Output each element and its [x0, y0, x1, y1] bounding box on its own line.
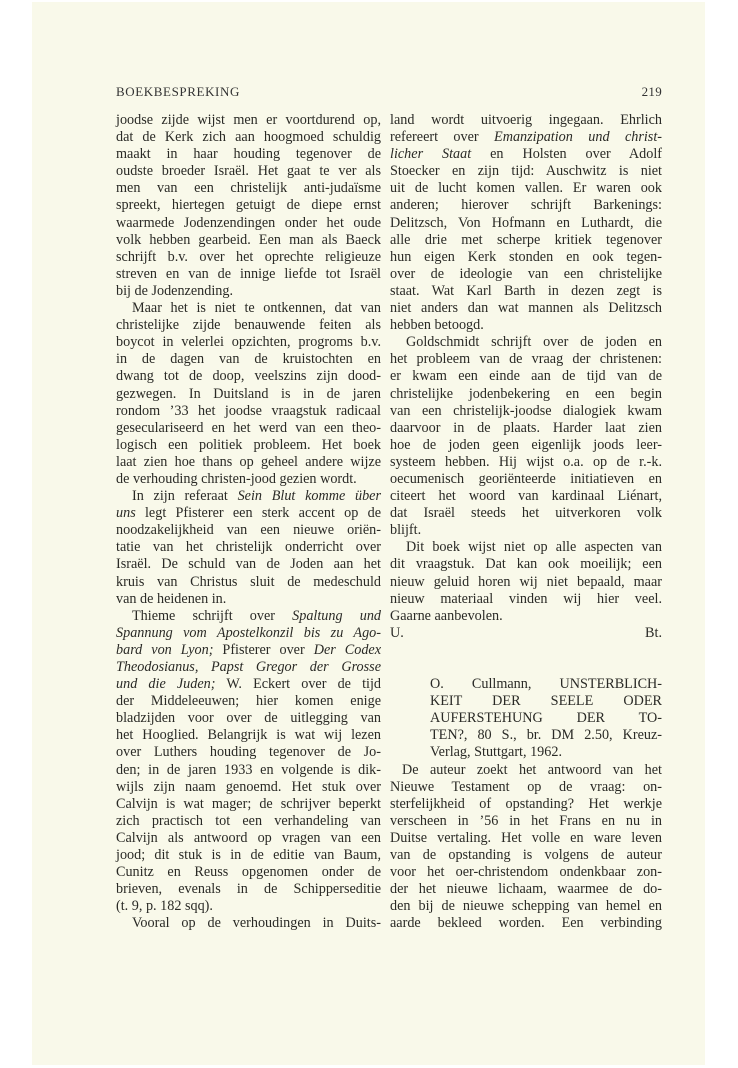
book-citation [390, 676, 662, 761]
text-line: anderen; hierover schrijft Barkenings: [390, 197, 662, 214]
text-line: bladzijden voor over de uitlegging van [116, 710, 381, 727]
text-line: De auteur zoekt het antwoord van het [402, 761, 662, 778]
text-line: In zijn referaat Sein Blut komme über [132, 488, 381, 505]
text-line: over de ideologie van een christelijke [390, 265, 662, 282]
text-line: logisch een politiek probleem. Het boek [116, 436, 381, 453]
paragraph [390, 762, 662, 933]
italic-title: Der Codex [313, 641, 382, 658]
text-line: nieuw materiaal vinden wij hier veel. [390, 590, 662, 607]
text-line: rondom ’33 het joodse vraagstuk radicaal [116, 402, 381, 419]
text-line: systeem hebben. Hij wijst o.a. op de r.-k. [390, 453, 662, 470]
text-line: Dit boek wijst niet op alle aspecten van [406, 539, 662, 556]
text-line: den; in de jaren 1933 en volgende is dik- [116, 761, 381, 778]
text-line: der Middeleeuwen; hier komen enige [116, 693, 381, 710]
text-line: sterfelijkheid of opstanding? Het werkje [390, 795, 662, 812]
text-line: streven en van de innige liefde tot Israël [116, 265, 381, 282]
text-line: alle drie met scherpe kritiek tegenover [390, 231, 662, 248]
text-line: oecumenisch georiënteerde initiatieven en [390, 470, 662, 487]
text-line: geseculariseerd en het werd van een theo- [116, 419, 381, 436]
text-line: de verhouding christen-jood gezien wordt. [116, 470, 357, 487]
text-line: Duitse vertaling. Het volle en ware leven [390, 829, 662, 846]
italic-title: licher Staat [390, 146, 472, 163]
text-line: hoe de joden geen eigenlijk joods leer- [390, 436, 662, 453]
text-line: volk hebben gearbeid. Een man als Baeck [116, 231, 381, 248]
reviewer-signature [390, 625, 662, 642]
text-line: Vooral op de verhoudingen in Duits- [132, 915, 381, 932]
text-line [116, 659, 381, 676]
text-line: uns legt Pfisterer een sterk accent op de [116, 505, 381, 522]
italic-title: bard von Lyon; [116, 641, 214, 658]
paragraph [116, 608, 381, 916]
paragraph [116, 112, 381, 300]
text-line: van een christelijk-joodse dialogiek kwam [390, 402, 662, 419]
text-line: refereert over Emanzipation und christ- [390, 129, 662, 146]
text-line: licher Staat en Holsten over Adolf [390, 146, 662, 163]
paragraph [390, 539, 662, 624]
text-line: aarde bekleed worden. Een verbinding [390, 915, 662, 932]
text-line: men van een christelijk anti-judaïsme [116, 180, 381, 197]
text-line: wijls zijn naam genoemd. Het stuk over [116, 778, 381, 795]
text-line: uit de lucht komen vallen. Er waren ook [390, 180, 662, 197]
text-line: Maar het is niet te ontkennen, dat van [132, 300, 381, 317]
text-line: hebben betoogd. [390, 317, 484, 334]
paragraph [116, 488, 381, 608]
section-gap [390, 642, 662, 676]
italic-title: Spaltung und [292, 607, 382, 624]
page-number: 219 [641, 84, 662, 99]
text-line: het Hooglied. Belangrijk is wat wij lezen [116, 727, 381, 744]
paragraph [390, 112, 662, 334]
text-line: zich practisch tot een verhandeling van [116, 812, 381, 829]
text-line: kruis van Christus sluit de medeschuld [116, 573, 381, 590]
text-line: dit vraagstuk. Dat kan ook moeilijk; een [390, 556, 662, 573]
review-body [390, 762, 662, 933]
text-line: AUFERSTEHUNG DER TO- [430, 710, 662, 727]
text-line: Nieuwe Testament op de vraag: on- [390, 778, 662, 795]
right-column-paragraphs [390, 112, 662, 625]
text-line: waarmede Jodenzendingen onder het oude [116, 214, 381, 231]
italic-title: Sein Blut komme über [237, 488, 381, 505]
text-line: Gaarne aanbevolen. [390, 607, 503, 624]
italic-title: Emanzipation und christ- [494, 129, 662, 146]
text-line: bij de Jodenzending. [116, 282, 234, 299]
text-line: van de opstanding is volgens de auteur [390, 847, 662, 864]
paragraph [430, 676, 662, 761]
text-line: oudste broeder Israël. Het gaat te ver als [116, 163, 381, 180]
text-line: christelijke zijde benauwende feiten als [116, 317, 381, 334]
text-line: tatie van het christelijk onderricht over [116, 539, 381, 556]
text-line: boycot in velerlei opzichten, progroms b.v. [116, 334, 381, 351]
text-line: maakt in haar houding tegenover de [116, 146, 381, 163]
text-line: niet anders dan wat mannen als Delitzsch [390, 300, 662, 317]
text-line: Cunitz en Reuss opgenomen onder de [116, 864, 381, 881]
text-line: staat. Wat Karl Barth in dezen zegt is [390, 282, 662, 299]
italic-title: und die Juden; [116, 676, 216, 693]
text-line: dwang tot de doop, veelszins zijn dood- [116, 368, 381, 385]
paragraph [116, 915, 381, 932]
text-line: over Luthers houding tegenover de Jo- [116, 744, 381, 761]
text-line: Verlag, Stuttgart, 1962. [430, 744, 563, 761]
book-page [32, 2, 705, 1065]
text-line: Goldschmidt schrijft over de joden en [406, 334, 662, 351]
text-line: den bij de nieuwe schepping van hemel en [390, 898, 662, 915]
text-line: gezwegen. In Duitsland is in de jaren [116, 385, 381, 402]
paragraph [116, 300, 381, 488]
text-line: van de heidenen in. [116, 590, 227, 607]
paragraph [390, 334, 662, 539]
text-line: daarvoor in de plaats. Harder laat zien [390, 419, 662, 436]
text-line [116, 625, 381, 642]
text-line: in de dagen van de kruistochten en [116, 351, 381, 368]
text-line: jood; dit stuk is in de editie van Baum, [116, 847, 381, 864]
signature-initial: U. [390, 624, 404, 641]
text-line: brieven, evenals in de Schipperseditie [116, 881, 381, 898]
text-line: nieuw geluid horen wij niet bepaald, maar [390, 573, 662, 590]
text-line: christelijke jodenbekering en een begin [390, 385, 662, 402]
text-line: er kwam een einde aan de tijd van de [390, 368, 662, 385]
text-line: und die Juden; W. Eckert over de tijd [116, 676, 381, 693]
text-line: schrijft b.v. over het oprechte religieuze [116, 248, 381, 265]
text-line: joodse zijde wijst men er voortdurend op, [116, 112, 381, 128]
italic-title: Theodosianus, Papst Gregor der Grosse [116, 659, 381, 675]
right-column [390, 112, 662, 933]
text-line: citeert het woord van kardinaal Liénart, [390, 488, 662, 505]
text-line: (t. 9, p. 182 sqq). [116, 898, 213, 915]
text-line: hun eigen Kerk stonden en ook tegen- [390, 248, 662, 265]
left-column [116, 112, 381, 933]
text-line: dat Israël steeds het uitverkoren volk [390, 505, 662, 522]
text-line: Israël. De schuld van de Joden aan het [116, 556, 381, 573]
text-line: verscheen in ’56 in het Frans en nu in [390, 812, 662, 829]
italic-title: uns [116, 505, 136, 522]
text-line: bard von Lyon; Pfisterer over Der Codex [116, 641, 382, 658]
text-line: spreekt, hiertegen getuigt de diepe ernst [116, 197, 381, 214]
text-line: het probleem van de vraag der christenen: [390, 351, 662, 368]
text-line: blijft. [390, 522, 422, 539]
text-line: Stoecker en zijn tijd: Auschwitz is niet [390, 163, 662, 180]
italic-title: Spannung vom Apostelkonzil bis zu Ago- [116, 624, 381, 641]
text-line: KEIT DER SEELE ODER [430, 693, 662, 710]
text-line: TEN?, 80 S., br. DM 2.50, Kreuz- [430, 727, 662, 744]
text-line: Thieme schrijft over Spaltung und [132, 607, 382, 624]
running-header: BOEKBESPREKING [116, 84, 240, 99]
text-line: voor het oer-christendom ondenkbaar zon- [390, 864, 662, 881]
text-line: dat de Kerk zich aan hoogmoed schuldig [116, 129, 381, 146]
text-line: Calvijn is wat mager; de schrijver beperkt [116, 795, 381, 812]
text-line: der het nieuwe lichaam, waarmee de do- [390, 881, 662, 898]
text-line: noodzakelijkheid van een nieuwe oriën- [116, 522, 381, 539]
text-line: Delitzsch, Von Hofmann en Luthardt, die [390, 214, 662, 231]
signature-reviewer: Bt. [645, 624, 662, 641]
text-line: Calvijn als antwoord op vragen van een [116, 829, 381, 846]
text-line: laat zien hoe thans op geheel andere wijze [116, 453, 381, 470]
text-line: O. Cullmann, UNSTERBLICH- [430, 676, 662, 693]
text-line: land wordt uitvoerig ingegaan. Ehrlich [390, 112, 662, 128]
